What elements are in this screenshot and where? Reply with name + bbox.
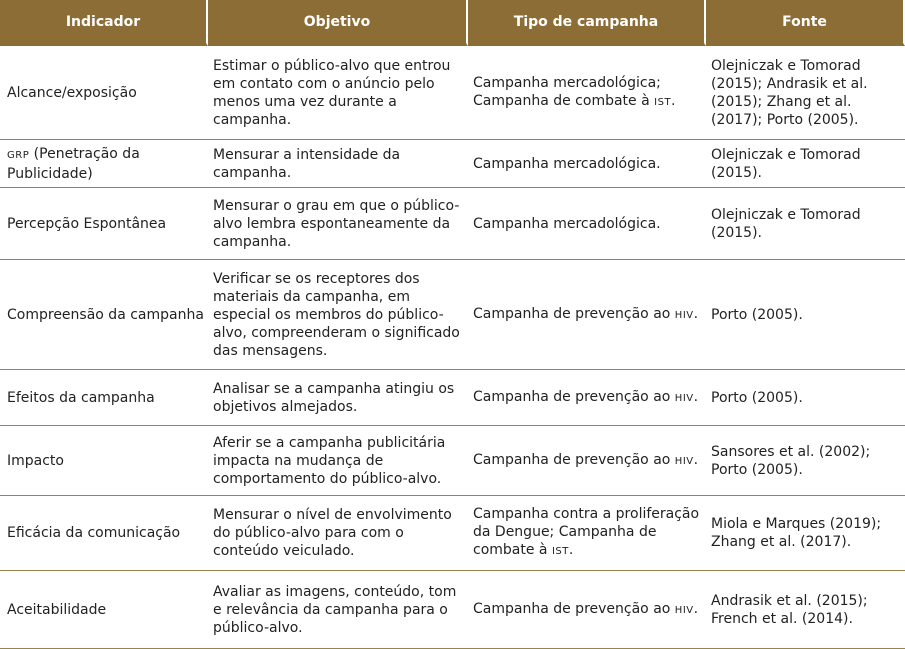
indicador-text: Alcance/exposição <box>7 84 137 101</box>
cell-indicador <box>0 496 208 571</box>
fonte-text: Olejniczak e Tomorad (2015); Andrasik et al. (2015); Zhang et al. (2017); Porto (2005). <box>711 57 868 128</box>
cell-objetivo <box>208 46 468 140</box>
objetivo-text: Avaliar as imagens, conteúdo, tom e relevância da campanha para o público-alvo. <box>213 583 457 636</box>
indicador-text: GRP (Penetração da Publicidade) <box>7 145 140 182</box>
fonte-text: Porto (2005). <box>711 389 803 406</box>
objetivo-text: Mensurar a intensidade da campanha. <box>213 146 401 181</box>
indicador-text: Impacto <box>7 452 64 469</box>
cell-indicador <box>0 571 208 649</box>
fonte-text: Miola e Marques (2019); Zhang et al. (2017). <box>711 516 882 550</box>
cell-tipo <box>468 46 706 140</box>
cell-indicador <box>0 46 208 140</box>
cell-objetivo <box>208 260 468 370</box>
abbreviation: HIV <box>674 309 694 321</box>
cell-fonte <box>706 260 905 370</box>
cell-objetivo <box>208 496 468 571</box>
cell-tipo <box>468 496 706 571</box>
cell-tipo <box>468 571 706 649</box>
cell-tipo <box>468 140 706 188</box>
objetivo-text: Mensurar o nível de envolvimento do público-alvo para com o conteúdo veiculado. <box>213 507 452 559</box>
abbreviation: IST <box>654 96 672 108</box>
tipo-text: Campanha mercadológica. <box>473 155 661 172</box>
cell-fonte <box>706 571 905 649</box>
cell-fonte <box>706 370 905 426</box>
abbreviation: GRP <box>7 149 30 161</box>
abbreviation: IST <box>551 546 569 557</box>
fonte-text: Porto (2005). <box>711 306 803 323</box>
indicador-text: Aceitabilidade <box>7 601 107 618</box>
abbreviation: HIV <box>674 604 694 616</box>
cell-objetivo <box>208 140 468 188</box>
objetivo-text: Aferir se a campanha publicitária impacta na mudança de comportamento do público-alvo. <box>213 434 446 487</box>
cell-tipo <box>468 426 706 496</box>
objetivo-text: Analisar se a campanha atingiu os objetivos almejados. <box>213 380 455 415</box>
cell-indicador <box>0 370 208 426</box>
cell-objetivo <box>208 188 468 260</box>
tipo-text: Campanha de prevenção ao HIV. <box>473 305 699 322</box>
tipo-text: Campanha mercadológica. <box>473 215 661 232</box>
cell-indicador <box>0 260 208 370</box>
tipo-text: Campanha de prevenção ao HIV. <box>473 451 699 468</box>
cell-indicador <box>0 140 208 188</box>
cell-indicador <box>0 188 208 260</box>
indicador-text: Percepção Espontânea <box>7 215 167 232</box>
abbreviation: HIV <box>674 455 694 467</box>
objetivo-text: Mensurar o grau em que o público-alvo lembra espontaneamente da campanha. <box>213 197 460 250</box>
indicador-text: Efeitos da campanha <box>7 389 155 406</box>
indicador-text: Compreensão da campanha <box>7 306 204 323</box>
header-tipo-de-campanha: Tipo de campanha <box>468 0 706 46</box>
cell-fonte <box>706 496 905 571</box>
tipo-text: Campanha contra a proliferação da Dengue; Campanha de combate à IST. <box>473 506 700 558</box>
cell-fonte <box>706 188 905 260</box>
fonte-text: Olejniczak e Tomorad (2015). <box>711 146 861 181</box>
header-indicador: Indicador <box>0 0 208 46</box>
fonte-text: Olejniczak e Tomorad (2015). <box>711 206 861 241</box>
indicador-text: Eficácia da comunicação <box>7 525 181 541</box>
cell-tipo <box>468 188 706 260</box>
tipo-text: Campanha mercadológica; Campanha de combate à IST. <box>473 74 676 109</box>
cell-indicador <box>0 426 208 496</box>
tipo-text: Campanha de prevenção ao HIV. <box>473 388 699 405</box>
header-fonte: Fonte <box>706 0 905 46</box>
objetivo-text: Estimar o público-alvo que entrou em contato com o anúncio pelo menos uma vez durante a campanha. <box>213 57 451 128</box>
tipo-text: Campanha de prevenção ao HIV. <box>473 600 699 617</box>
cell-tipo <box>468 370 706 426</box>
header-objetivo: Objetivo <box>208 0 468 46</box>
cell-fonte <box>706 140 905 188</box>
cell-objetivo <box>208 426 468 496</box>
abbreviation: HIV <box>674 392 694 404</box>
fonte-text: Andrasik et al. (2015); French et al. (2014). <box>711 592 868 627</box>
objetivo-text: Verificar se os receptores dos materiais da campanha, em especial os membros do público-alvo, compreenderam o significado das mensagens. <box>213 270 460 359</box>
cell-objetivo <box>208 370 468 426</box>
cell-fonte <box>706 426 905 496</box>
cell-objetivo <box>208 571 468 649</box>
cell-fonte <box>706 46 905 140</box>
cell-tipo <box>468 260 706 370</box>
fonte-text: Sansores et al. (2002); Porto (2005). <box>711 443 871 478</box>
